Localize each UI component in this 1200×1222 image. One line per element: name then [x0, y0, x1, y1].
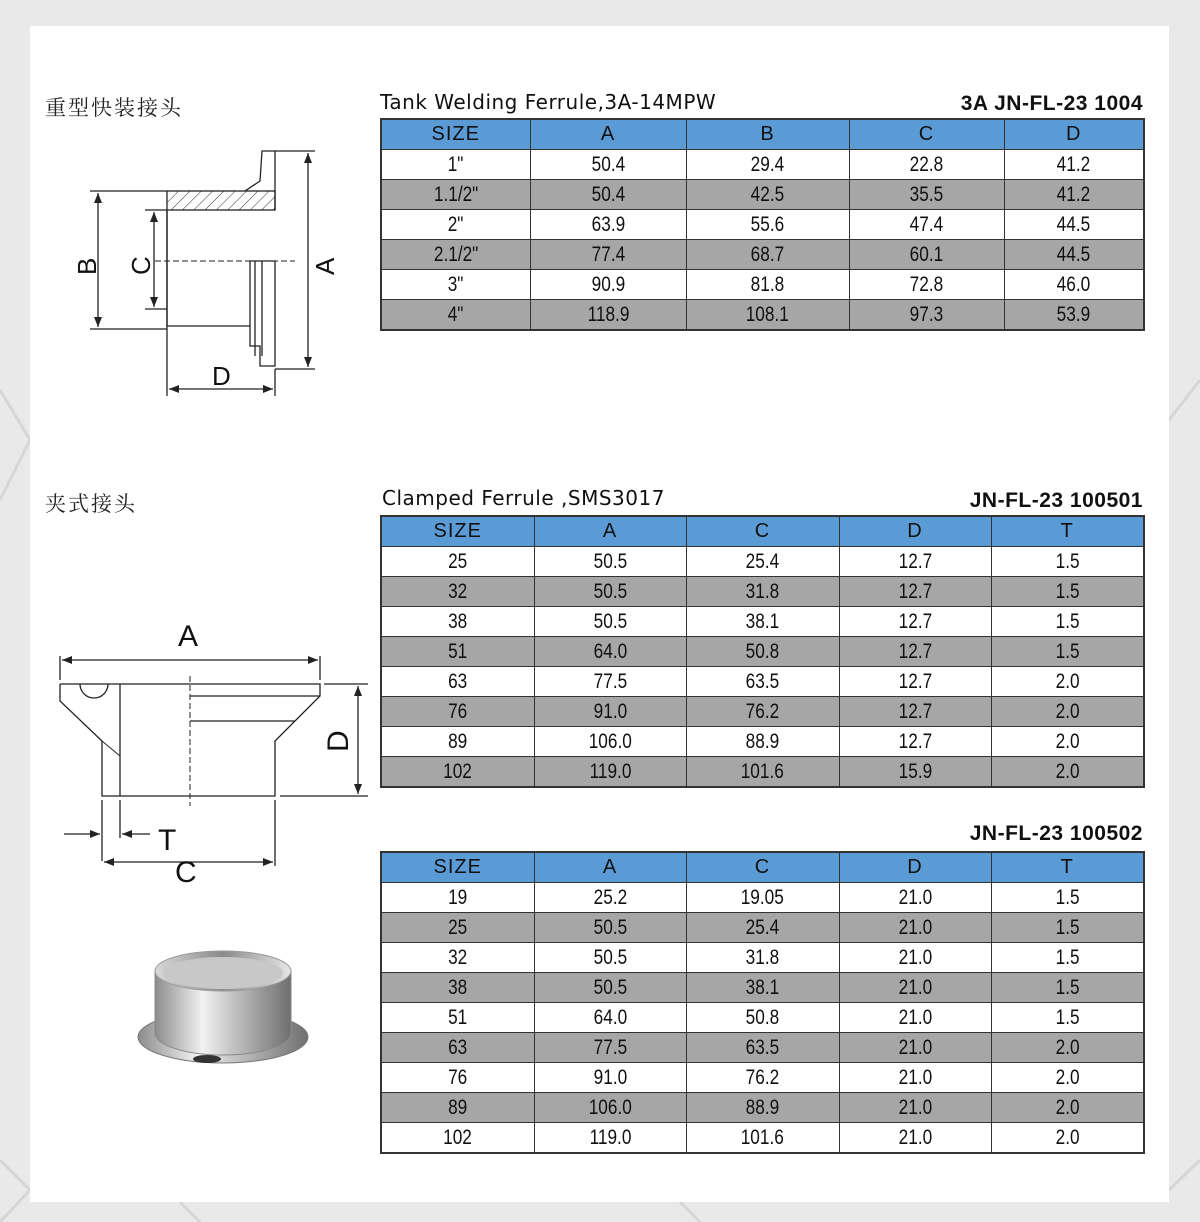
cell-value: 38.1: [745, 975, 780, 999]
table-cell: [534, 1123, 686, 1154]
cell-value: 21.0: [898, 1035, 932, 1059]
table-cell: [381, 1123, 534, 1154]
table-cell: [381, 883, 534, 913]
table-row: [381, 1063, 1144, 1093]
table-cell: [381, 300, 530, 331]
header-t: T: [991, 516, 1144, 547]
table-row: [381, 667, 1144, 697]
header-a: A: [530, 119, 686, 150]
table-cell: [991, 577, 1144, 607]
cell-value: 32: [448, 945, 468, 969]
cell-value: 50.5: [593, 609, 627, 633]
cell-value: 12.7: [898, 669, 932, 693]
table-cell: [686, 1123, 839, 1154]
cell-value: 50.5: [593, 945, 627, 969]
cell-value: 12.7: [898, 609, 932, 633]
cell-value: 19: [448, 885, 468, 909]
table-row: [381, 607, 1144, 637]
table-cell: [839, 1123, 991, 1154]
cell-value: 15.9: [898, 759, 932, 783]
cell-value: 4": [447, 302, 464, 326]
cell-value: 106.0: [588, 1095, 632, 1119]
header-a: A: [534, 852, 686, 883]
cell-value: 2.0: [1055, 1065, 1080, 1089]
table-cell: [839, 973, 991, 1003]
table-cell: [839, 943, 991, 973]
table-cell: [1004, 150, 1144, 180]
table-cell: [1004, 270, 1144, 300]
table-row: [381, 547, 1144, 577]
cell-value: 60.1: [909, 242, 944, 266]
table-cell: [839, 547, 991, 577]
cell-value: 2": [447, 212, 464, 236]
table-cell: [686, 547, 839, 577]
table-cell: [991, 757, 1144, 788]
spec-sheet: [30, 26, 1169, 1202]
section2-en-title: Clamped Ferrule ,SMS3017: [382, 486, 665, 510]
cell-value: 44.5: [1056, 212, 1091, 236]
table-row: [381, 1123, 1144, 1154]
table-cell: [530, 300, 686, 331]
table-cell: [1004, 210, 1144, 240]
cell-value: 32: [448, 579, 468, 603]
table-cell: [381, 1033, 534, 1063]
cell-value: 81.8: [750, 272, 785, 296]
section2-code: JN-FL-23 100501: [969, 489, 1143, 512]
cell-value: 1.1/2": [433, 182, 478, 206]
cell-value: 29.4: [750, 152, 785, 176]
table-cell: [839, 1033, 991, 1063]
table-cell: [381, 757, 534, 788]
table-cell: [991, 667, 1144, 697]
table-row: [381, 973, 1144, 1003]
table-cell: [839, 727, 991, 757]
table-cell: [530, 270, 686, 300]
table-row: [381, 913, 1144, 943]
cell-value: 89: [448, 1095, 468, 1119]
table-cell: [849, 180, 1004, 210]
diagram2-label-c: C: [175, 856, 197, 889]
table-cell: [991, 1033, 1144, 1063]
diagram2-label-d: D: [322, 730, 355, 752]
table-cell: [991, 547, 1144, 577]
cell-value: 1.5: [1055, 639, 1080, 663]
table-cell: [381, 607, 534, 637]
cell-value: 101.6: [740, 1125, 785, 1149]
cell-value: 51: [448, 1005, 468, 1029]
cell-value: 108.1: [745, 302, 790, 326]
table-cell: [686, 300, 849, 331]
table-cell: [991, 607, 1144, 637]
table-cell: [686, 240, 849, 270]
cell-value: 119.0: [589, 759, 631, 783]
cell-value: 50.8: [745, 639, 780, 663]
table-cell: [849, 270, 1004, 300]
cell-value: 21.0: [898, 885, 932, 909]
cell-value: 31.8: [745, 579, 780, 603]
table-cell: [839, 1093, 991, 1123]
cell-value: 25: [448, 549, 468, 573]
table-cell: [534, 577, 686, 607]
cell-value: 2.0: [1055, 669, 1080, 693]
cell-value: 1.5: [1055, 885, 1080, 909]
cell-value: 38.1: [745, 609, 780, 633]
cell-value: 2.0: [1055, 1125, 1080, 1149]
table-cell: [991, 1093, 1144, 1123]
table-row: [381, 757, 1144, 788]
cell-value: 97.3: [909, 302, 944, 326]
table-cell: [686, 210, 849, 240]
cell-value: 50.4: [591, 182, 625, 206]
table-cell: [534, 667, 686, 697]
cell-value: 38: [448, 609, 468, 633]
cell-value: 21.0: [898, 1095, 932, 1119]
cell-value: 1": [447, 152, 464, 176]
cell-value: 38: [448, 975, 468, 999]
table-cell: [686, 667, 839, 697]
cell-value: 1.5: [1055, 915, 1080, 939]
cell-value: 25.4: [745, 915, 780, 939]
table-cell: [1004, 180, 1144, 210]
header-c: C: [849, 119, 1004, 150]
table-cell: [686, 180, 849, 210]
cell-value: 21.0: [898, 945, 932, 969]
section2-table: [380, 515, 1145, 788]
cell-value: 12.7: [898, 729, 932, 753]
cell-value: 90.9: [591, 272, 625, 296]
table-cell: [381, 577, 534, 607]
ferrule-photo: [135, 941, 315, 1081]
table-cell: [839, 1003, 991, 1033]
table-cell: [381, 727, 534, 757]
cell-value: 63: [448, 1035, 468, 1059]
table-row: [381, 1033, 1144, 1063]
table-cell: [686, 913, 839, 943]
table-cell: [991, 1123, 1144, 1154]
cell-value: 50.5: [593, 579, 627, 603]
table-row: [381, 210, 1144, 240]
cell-value: 118.9: [587, 302, 629, 326]
table-header-row: [381, 119, 1144, 150]
cell-value: 25.2: [593, 885, 627, 909]
table-cell: [381, 270, 530, 300]
table-cell: [839, 577, 991, 607]
table-cell: [839, 637, 991, 667]
cell-value: 77.5: [593, 1035, 627, 1059]
table-cell: [686, 607, 839, 637]
table-cell: [1004, 240, 1144, 270]
cell-value: 12.7: [898, 639, 932, 663]
table-cell: [381, 1063, 534, 1093]
cell-value: 50.5: [593, 915, 627, 939]
table-cell: [686, 270, 849, 300]
table-cell: [839, 883, 991, 913]
table-cell: [839, 697, 991, 727]
table-cell: [534, 607, 686, 637]
cell-value: 101.6: [740, 759, 785, 783]
cell-value: 21.0: [898, 915, 932, 939]
header-d: D: [1004, 119, 1144, 150]
cell-value: 22.8: [909, 152, 944, 176]
cell-value: 64.0: [593, 639, 627, 663]
cell-value: 21.0: [898, 975, 932, 999]
diagram1-label-a: A: [310, 257, 340, 275]
cell-value: 46.0: [1056, 272, 1091, 296]
cell-value: 72.8: [909, 272, 944, 296]
cell-value: 91.0: [593, 1065, 627, 1089]
cell-value: 77.5: [593, 669, 627, 693]
cell-value: 88.9: [745, 1095, 780, 1119]
table-cell: [686, 883, 839, 913]
section1-code: 3A JN-FL-23 1004: [960, 92, 1143, 115]
header-d: D: [839, 852, 991, 883]
cell-value: 63.5: [745, 669, 780, 693]
diagram1-label-c: C: [126, 256, 156, 275]
table-cell: [839, 607, 991, 637]
cell-value: 21.0: [898, 1005, 932, 1029]
cell-value: 64.0: [593, 1005, 627, 1029]
cell-value: 76.2: [745, 1065, 780, 1089]
cell-value: 41.2: [1056, 152, 1091, 176]
table-cell: [534, 757, 686, 788]
table-cell: [381, 210, 530, 240]
table-cell: [530, 210, 686, 240]
table-cell: [381, 697, 534, 727]
table-row: [381, 883, 1144, 913]
cell-value: 106.0: [588, 729, 632, 753]
cell-value: 21.0: [898, 1125, 932, 1149]
section3-code: JN-FL-23 100502: [969, 822, 1143, 845]
table-cell: [381, 150, 530, 180]
table-row: [381, 697, 1144, 727]
table-cell: [991, 637, 1144, 667]
diagram1-label-d: D: [212, 361, 231, 391]
cell-value: 2.0: [1055, 759, 1080, 783]
table-cell: [534, 697, 686, 727]
cell-value: 76.2: [745, 699, 780, 723]
cell-value: 53.9: [1056, 302, 1091, 326]
table-row: [381, 727, 1144, 757]
cell-value: 2.0: [1055, 1095, 1080, 1119]
table-cell: [686, 1093, 839, 1123]
table-cell: [686, 1033, 839, 1063]
table-row: [381, 1003, 1144, 1033]
cell-value: 1.5: [1055, 549, 1080, 573]
cell-value: 2.0: [1055, 699, 1080, 723]
table-cell: [534, 727, 686, 757]
table-row: [381, 637, 1144, 667]
cell-value: 1.5: [1055, 609, 1080, 633]
header-a: A: [534, 516, 686, 547]
cell-value: 1.5: [1055, 579, 1080, 603]
table-cell: [530, 150, 686, 180]
table-cell: [534, 943, 686, 973]
table-cell: [381, 240, 530, 270]
table-cell: [534, 883, 686, 913]
table-cell: [534, 1063, 686, 1093]
header-size: SIZE: [381, 852, 534, 883]
table-cell: [849, 300, 1004, 331]
table-cell: [991, 1003, 1144, 1033]
section3-table: [380, 851, 1145, 1154]
cell-value: 31.8: [745, 945, 780, 969]
tank-ferrule-diagram: [70, 141, 340, 401]
cell-value: 77.4: [591, 242, 625, 266]
table-cell: [686, 727, 839, 757]
cell-value: 25: [448, 915, 468, 939]
table-row: [381, 180, 1144, 210]
section1-cn-title: 重型快装接头: [45, 96, 183, 120]
table-row: [381, 270, 1144, 300]
cell-value: 50.5: [593, 975, 627, 999]
table-cell: [686, 577, 839, 607]
header-d: D: [839, 516, 991, 547]
cell-value: 76: [448, 699, 468, 723]
cell-value: 89: [448, 729, 468, 753]
cell-value: 51: [448, 639, 468, 663]
cell-value: 3": [447, 272, 464, 296]
cell-value: 25.4: [745, 549, 780, 573]
table-cell: [530, 180, 686, 210]
diagram1-label-b: B: [72, 257, 102, 275]
table-cell: [381, 1093, 534, 1123]
table-row: [381, 577, 1144, 607]
table-cell: [991, 973, 1144, 1003]
header-size: SIZE: [381, 516, 534, 547]
header-size: SIZE: [381, 119, 530, 150]
table-cell: [991, 913, 1144, 943]
table-header-row: [381, 516, 1144, 547]
table-cell: [686, 943, 839, 973]
cell-value: 12.7: [898, 579, 932, 603]
header-t: T: [991, 852, 1144, 883]
section1-table: [380, 118, 1145, 331]
table-cell: [991, 727, 1144, 757]
section1-en-title: Tank Welding Ferrule,3A-14MPW: [380, 90, 717, 114]
table-cell: [1004, 300, 1144, 331]
table-cell: [849, 150, 1004, 180]
cell-value: 50.8: [745, 1005, 780, 1029]
cell-value: 55.6: [750, 212, 785, 236]
table-cell: [381, 637, 534, 667]
table-cell: [686, 150, 849, 180]
table-cell: [381, 973, 534, 1003]
table-cell: [839, 757, 991, 788]
table-cell: [530, 240, 686, 270]
clamped-ferrule-diagram: [50, 616, 370, 889]
cell-value: 102: [443, 1125, 473, 1149]
table-cell: [991, 883, 1144, 913]
table-cell: [381, 180, 530, 210]
cell-value: 19.05: [740, 885, 785, 909]
table-cell: [534, 1033, 686, 1063]
table-cell: [381, 1003, 534, 1033]
cell-value: 102: [443, 759, 473, 783]
cell-value: 1.5: [1055, 975, 1080, 999]
cell-value: 47.4: [909, 212, 944, 236]
diagram2-label-a: A: [178, 620, 199, 653]
cell-value: 2.0: [1055, 729, 1080, 753]
table-cell: [686, 973, 839, 1003]
cell-value: 63.5: [745, 1035, 780, 1059]
cell-value: 41.2: [1056, 182, 1091, 206]
header-b: B: [686, 119, 849, 150]
cell-value: 1.5: [1055, 1005, 1080, 1029]
header-c: C: [686, 852, 839, 883]
table-cell: [849, 240, 1004, 270]
cell-value: 63: [448, 669, 468, 693]
section2-cn-title: 夹式接头: [45, 492, 137, 516]
cell-value: 88.9: [745, 729, 780, 753]
cell-value: 21.0: [898, 1065, 932, 1089]
table-cell: [534, 637, 686, 667]
table-cell: [534, 547, 686, 577]
cell-value: 1.5: [1055, 945, 1080, 969]
table-cell: [381, 667, 534, 697]
table-row: [381, 1093, 1144, 1123]
cell-value: 12.7: [898, 549, 932, 573]
table-cell: [381, 943, 534, 973]
table-header-row: [381, 852, 1144, 883]
table-cell: [686, 1003, 839, 1033]
table-cell: [686, 697, 839, 727]
table-cell: [991, 1063, 1144, 1093]
table-cell: [534, 1093, 686, 1123]
cell-value: 42.5: [750, 182, 785, 206]
table-row: [381, 240, 1144, 270]
cell-value: 35.5: [909, 182, 944, 206]
cell-value: 68.7: [750, 242, 785, 266]
table-cell: [534, 1003, 686, 1033]
table-cell: [839, 913, 991, 943]
table-cell: [534, 913, 686, 943]
table-row: [381, 300, 1144, 331]
cell-value: 76: [448, 1065, 468, 1089]
cell-value: 119.0: [589, 1125, 631, 1149]
table-cell: [381, 547, 534, 577]
table-row: [381, 943, 1144, 973]
table-cell: [991, 943, 1144, 973]
header-c: C: [686, 516, 839, 547]
cell-value: 44.5: [1056, 242, 1091, 266]
table-cell: [686, 637, 839, 667]
cell-value: 50.4: [591, 152, 625, 176]
table-cell: [534, 973, 686, 1003]
table-cell: [839, 1063, 991, 1093]
cell-value: 2.1/2": [433, 242, 478, 266]
cell-value: 2.0: [1055, 1035, 1080, 1059]
diagram2-label-t: T: [158, 824, 177, 857]
cell-value: 12.7: [898, 699, 932, 723]
cell-value: 50.5: [593, 549, 627, 573]
table-cell: [686, 757, 839, 788]
cell-value: 91.0: [593, 699, 627, 723]
table-cell: [381, 913, 534, 943]
table-row: [381, 150, 1144, 180]
cell-value: 63.9: [591, 212, 625, 236]
table-cell: [686, 1063, 839, 1093]
table-cell: [839, 667, 991, 697]
table-cell: [991, 697, 1144, 727]
table-cell: [849, 210, 1004, 240]
